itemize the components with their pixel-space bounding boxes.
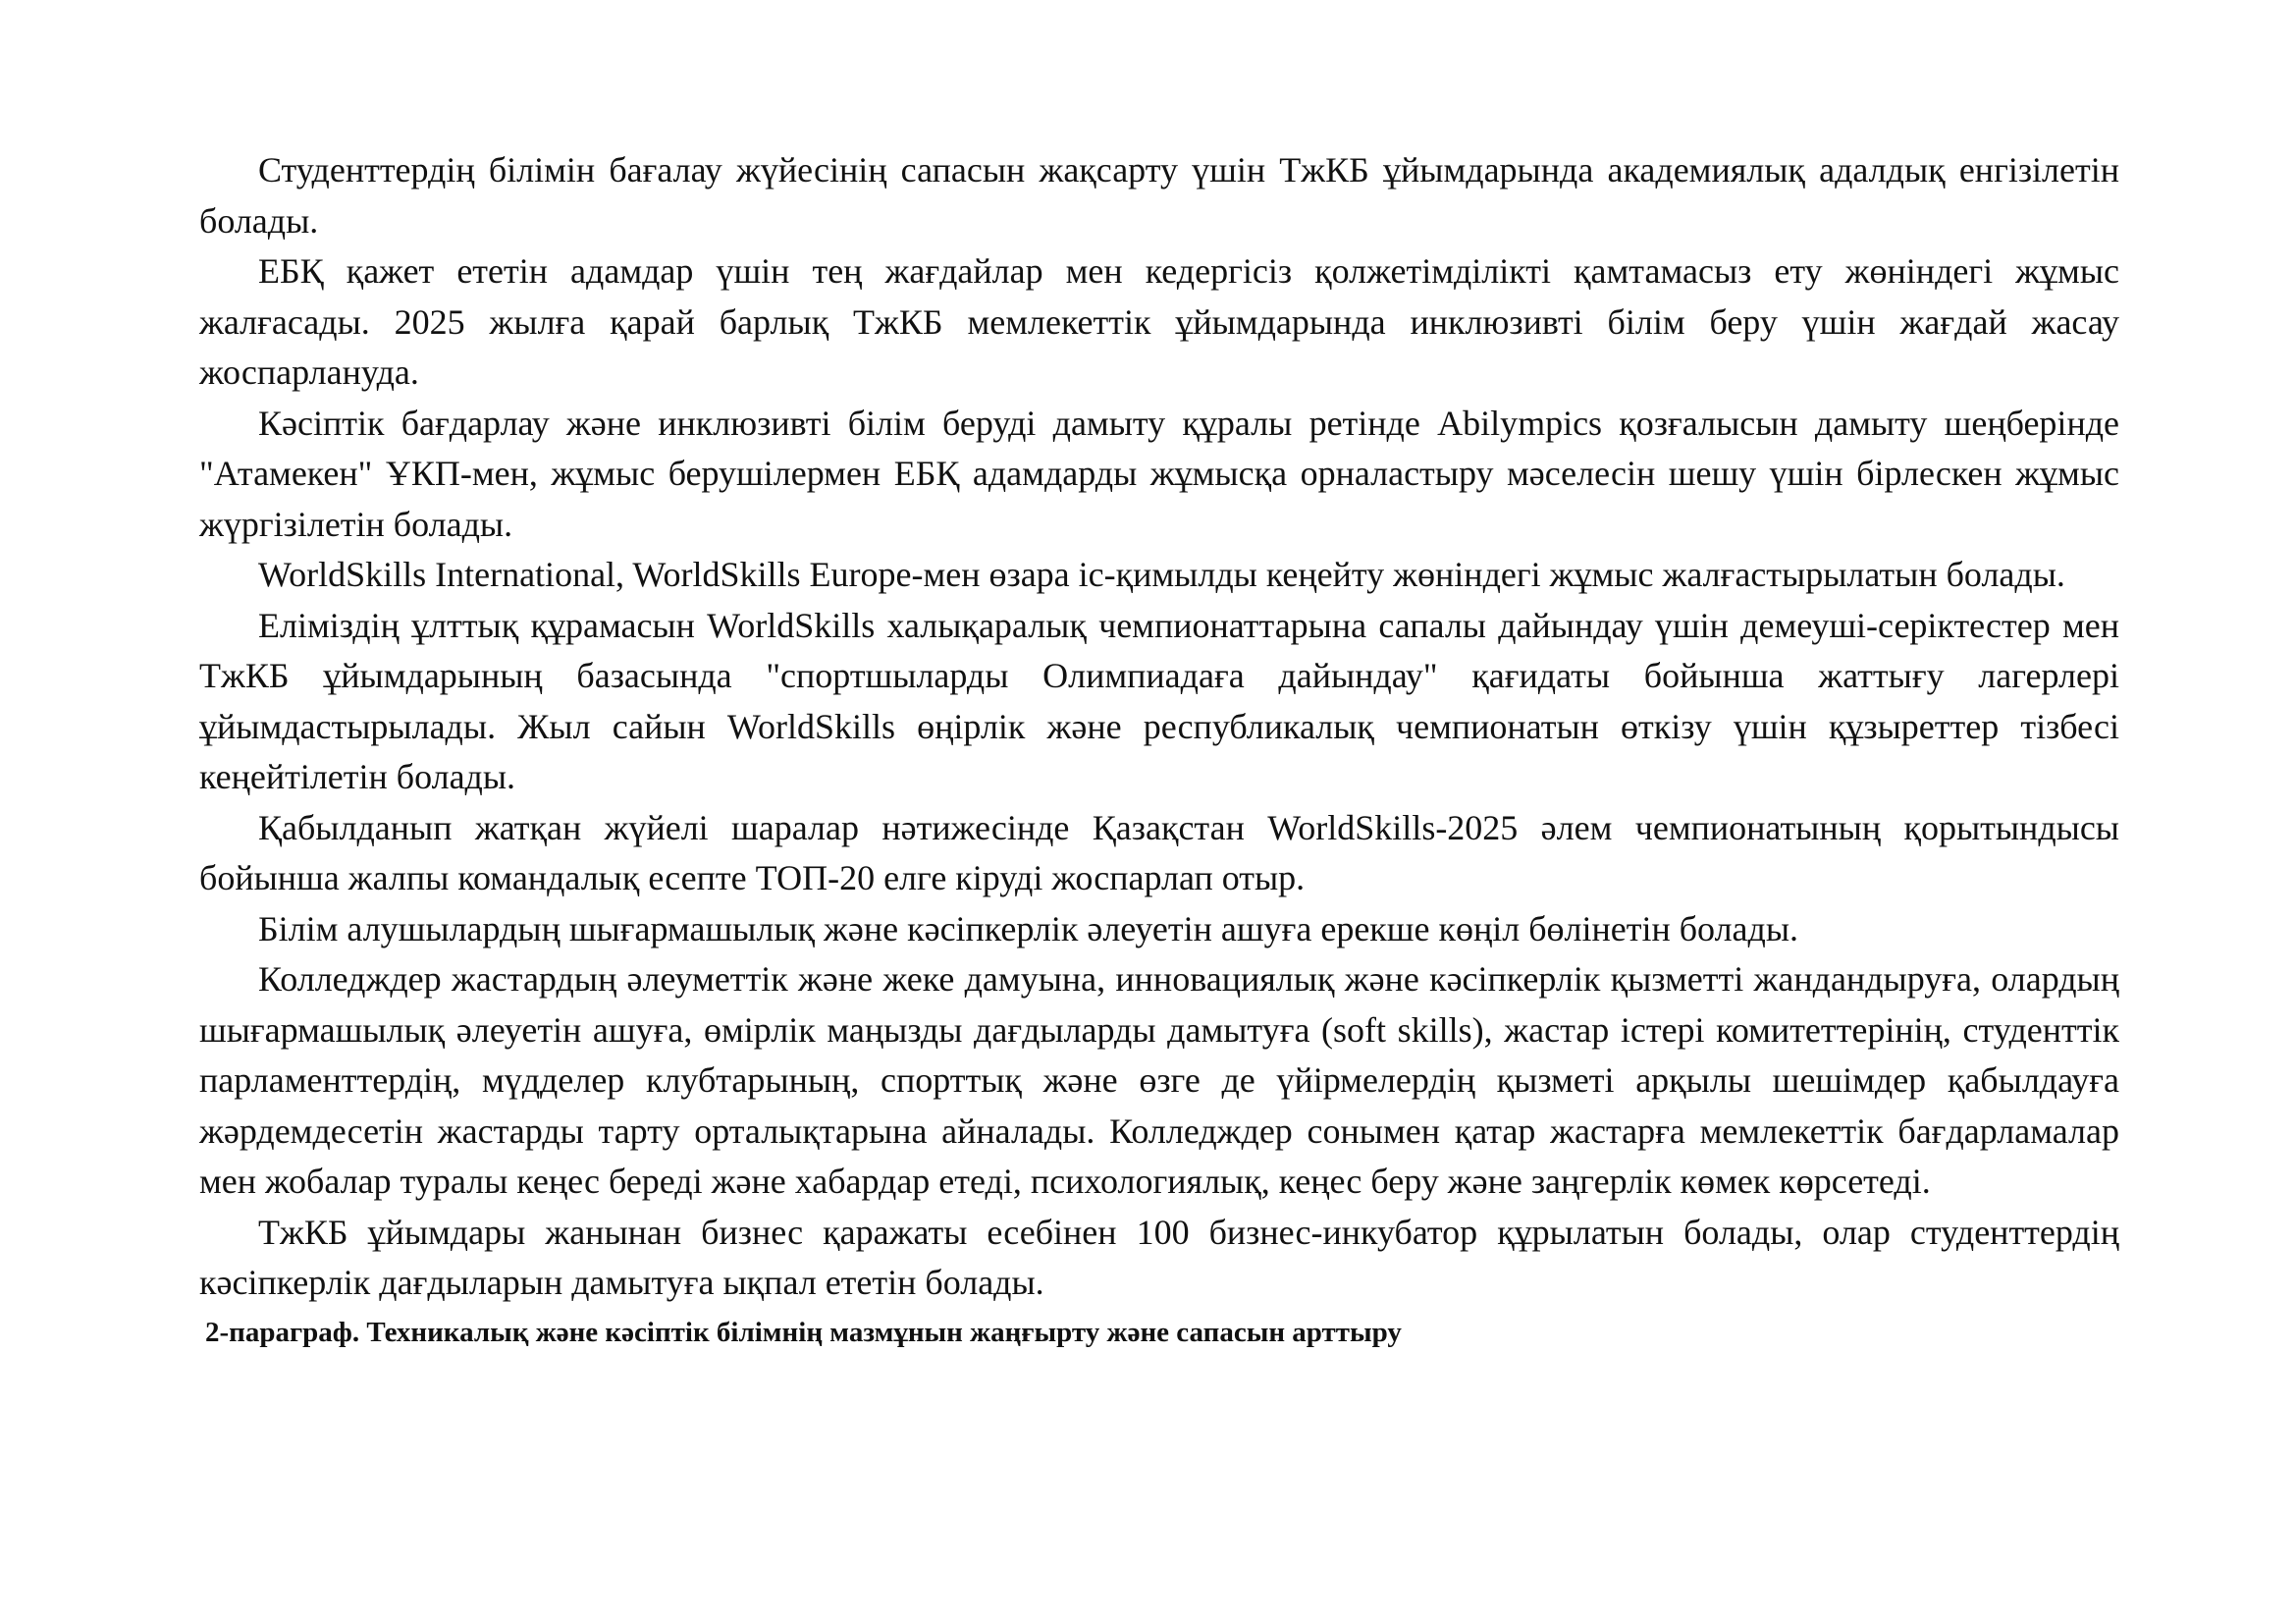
paragraph-national-team-training: Еліміздің ұлттық құрамасын WorldSkills халықаралық чемпионаттарына сапалы дайындау үшін демеуші-серіктестер мен ТжКБ ұйымдарының базасында "спортшыларды Олимпиадаға дайындау" қағидаты бойынша жаттығу лагерлері ұйымдастырылады. Жыл сайын WorldSkills өңірлік және республикалық чемпионатын өткізу үшін құзыреттер тізбесі кеңейтілетін болады. xyxy=(199,605,2119,796)
paragraph-colleges-youth-centers: Колледждер жастардың әлеуметтік және жеке дамуына, инновациялық және кәсіпкерлік қызметті жандандыруға, олардың шығармашылық әлеуетін ашуға, өмірлік маңызды дағдыларды дамытуға (soft skills), жастар істері комитеттерінің, студенттік парламенттердің, мүдделер клубтарының, спорттық және өзге де үйірмелердің қызметі арқылы шешімдер қабылдауға жәрдемдесетін жастарды тарту орталықтарына айналады. Колледждер сонымен қатар жастарға мемлекеттік бағдарламалар мен жобалар туралы кеңес береді және хабардар етеді, психологиялық, кеңес беру және заңгерлік көмек көрсетеді. xyxy=(199,959,2119,1201)
paragraph-abilympics: Кәсіптік бағдарлау және инклюзивті білім беруді дамыту құралы ретінде Abilympics қозғалысын дамыту шеңберінде "Атамекен" ҰКП-мен, жұмыс берушілермен ЕБҚ адамдарды жұмысқа орналастыру мәселесін шешу үшін бірлескен жұмыс жүргізілетін болады. xyxy=(199,403,2119,544)
paragraph-academic-integrity: Студенттердің білімін бағалау жүйесінің сапасын жақсарту үшін ТжКБ ұйымдарында академиялық адалдық енгізілетін болады. xyxy=(199,150,2119,241)
paragraph-worldskills-cooperation: WorldSkills International, WorldSkills Europe-мен өзара іс-қимылды кеңейту жөніндегі жұмыс жалғастырылатын болады. xyxy=(258,555,2065,594)
document-page xyxy=(199,145,2119,1356)
section-heading: 2-параграф. Техникалық және кәсіптік білімнің мазмұнын жаңғырту және сапасын арттыру xyxy=(205,1316,1402,1348)
paragraph-creative-potential: Білім алушылардың шығармашылық және кәсіпкерлік әлеуетін ашуға ерекше көңіл бөлінетін болады. xyxy=(258,908,1799,948)
paragraph-worldskills-2025-goal: Қабылданып жатқан жүйелі шаралар нәтижесінде Қазақстан WorldSkills-2025 әлем чемпионатының қорытындысы бойынша жалпы командалық есепте ТОП-20 елге кіруді жоспарлап отыр. xyxy=(199,807,2119,897)
paragraph-inclusive-access: ЕБҚ қажет ететін адамдар үшін тең жағдайлар мен кедергісіз қолжетімділікті қамтамасыз ету жөніндегі жұмыс жалғасады. 2025 жылға қарай барлық ТжКБ мемлекеттік ұйымдарында инклюзивті білім беру үшін жағдай жасау жоспарлануда. xyxy=(199,251,2119,392)
paragraph-business-incubators: ТжКБ ұйымдары жанынан бизнес қаражаты есебінен 100 бизнес-инкубатор құрылатын болады, олар студенттердің кәсіпкерлік дағдыларын дамытуға ықпал ететін болады. xyxy=(199,1212,2119,1302)
